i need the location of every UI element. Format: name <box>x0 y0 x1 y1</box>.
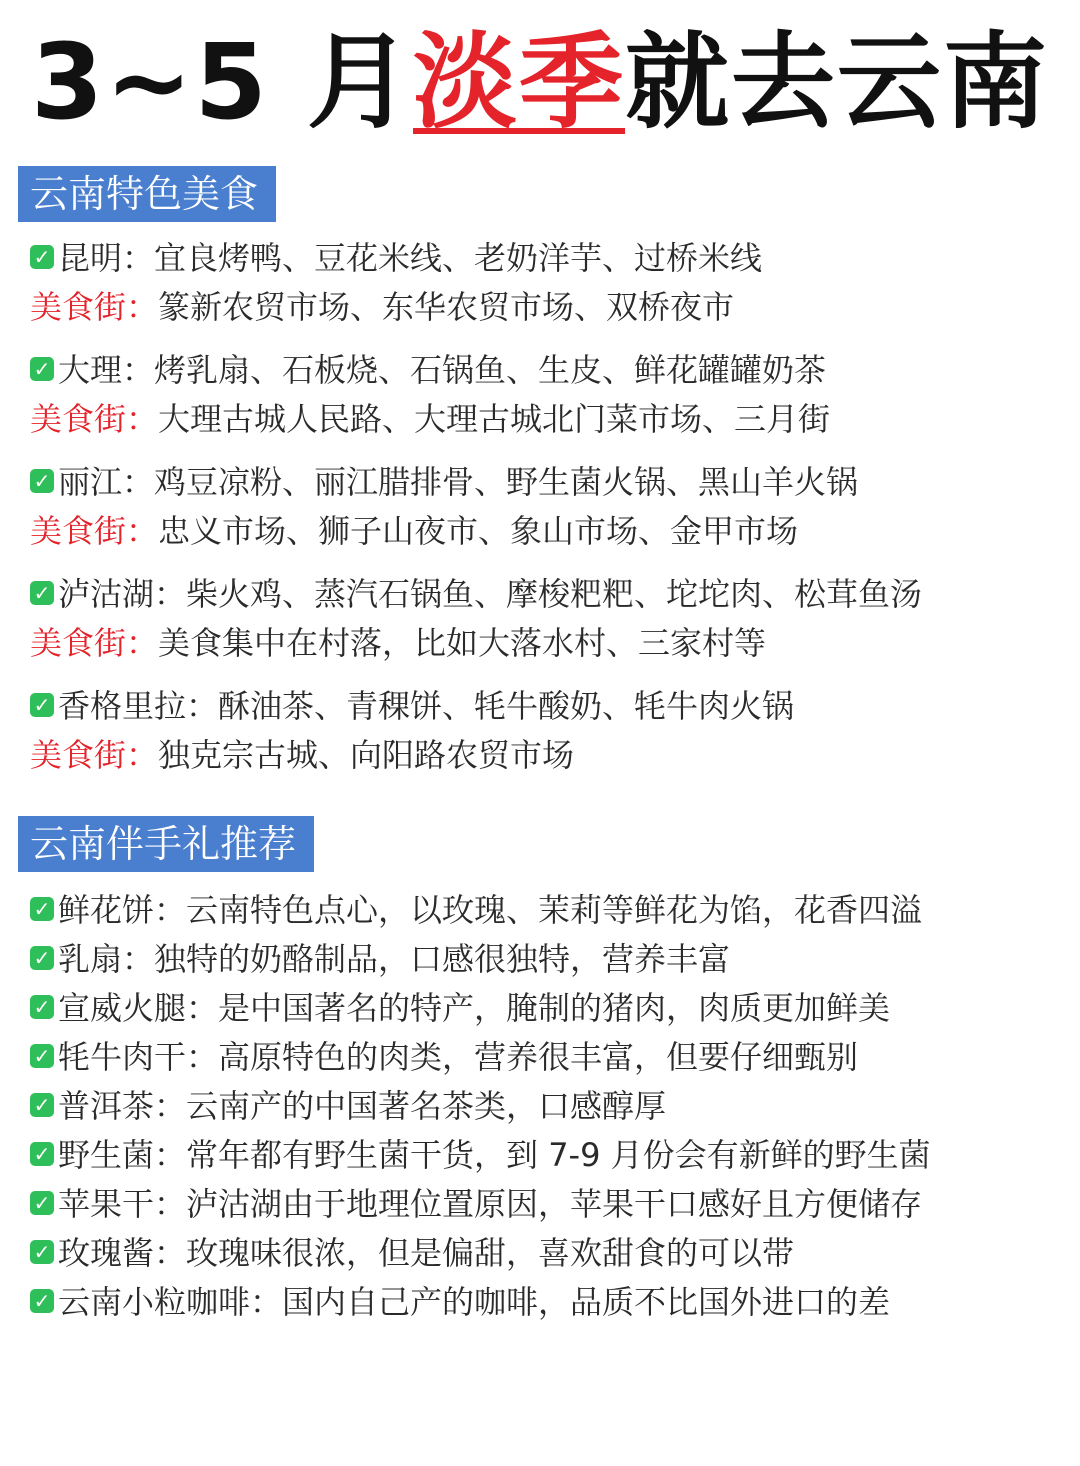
city-streets-row <box>30 399 830 439</box>
checkmark-icon: ✓ <box>30 995 54 1019</box>
gift-name: 玫瑰酱： <box>58 1234 187 1272</box>
checkmark-icon: ✓ <box>30 1240 54 1264</box>
title-highlight: 淡季 <box>413 21 626 143</box>
gift-name: 鲜花饼： <box>58 891 187 929</box>
checkmark-icon: ✓ <box>30 1191 54 1215</box>
gift-section-heading: 云南伴手礼推荐 <box>18 816 314 872</box>
gift-item <box>30 1184 922 1224</box>
checkmark-icon: ✓ <box>30 581 54 605</box>
gift-name: 乳扇： <box>58 940 155 978</box>
title-suffix: 就去云南 <box>625 21 1050 143</box>
gift-item <box>30 890 922 930</box>
city-streets-row <box>30 287 734 327</box>
street-label: 美食街： <box>30 624 159 662</box>
checkmark-icon: ✓ <box>30 245 54 269</box>
gift-desc: 云南特色点心，以玫瑰、茉莉等鲜花为馅，花香四溢 <box>186 891 923 929</box>
gift-item <box>30 988 890 1028</box>
checkmark-icon: ✓ <box>30 946 54 970</box>
gift-item <box>30 1135 931 1175</box>
city-dishes: 鸡豆凉粉、丽江腊排骨、野生菌火锅、黑山羊火锅 <box>154 463 859 501</box>
city-streets: 忠义市场、狮子山夜市、象山市场、金甲市场 <box>158 512 799 550</box>
gift-item <box>30 1037 858 1077</box>
checkmark-icon: ✓ <box>30 469 54 493</box>
checkmark-icon: ✓ <box>30 897 54 921</box>
gift-item <box>30 1086 666 1126</box>
street-label: 美食街： <box>30 400 159 438</box>
gift-name: 普洱茶： <box>58 1087 187 1125</box>
city-name: 香格里拉： <box>58 687 219 725</box>
gift-name: 牦牛肉干： <box>58 1038 219 1076</box>
street-label: 美食街： <box>30 512 159 550</box>
city-streets-row <box>30 735 574 775</box>
gift-desc: 独特的奶酪制品，口感很独特，营养丰富 <box>154 940 731 978</box>
city-streets: 大理古城人民路、大理古城北门菜市场、三月街 <box>158 400 831 438</box>
city-dishes-row <box>30 686 794 726</box>
street-label: 美食街： <box>30 736 159 774</box>
street-label: 美食街： <box>30 288 159 326</box>
gift-desc: 云南产的中国著名茶类，口感醇厚 <box>186 1087 667 1125</box>
city-name: 大理： <box>58 351 155 389</box>
checkmark-icon: ✓ <box>30 1044 54 1068</box>
city-streets-row <box>30 623 766 663</box>
gift-name: 苹果干： <box>58 1185 187 1223</box>
gift-item <box>30 1282 890 1322</box>
checkmark-icon: ✓ <box>30 357 54 381</box>
city-name: 昆明： <box>58 239 155 277</box>
gift-desc: 高原特色的肉类，营养很丰富，但要仔细甄别 <box>218 1038 859 1076</box>
page-title <box>0 22 1080 142</box>
city-dishes-row <box>30 462 858 502</box>
city-dishes: 柴火鸡、蒸汽石锅鱼、摩梭粑粑、坨坨肉、松茸鱼汤 <box>186 575 923 613</box>
city-streets: 篆新农贸市场、东华农贸市场、双桥夜市 <box>158 288 735 326</box>
city-dishes-row <box>30 574 922 614</box>
title-prefix: 3~5 月 <box>30 21 414 143</box>
city-name: 泸沽湖： <box>58 575 187 613</box>
gift-desc: 是中国著名的特产，腌制的猪肉，肉质更加鲜美 <box>218 989 891 1027</box>
checkmark-icon: ✓ <box>30 1289 54 1313</box>
gift-name: 宣威火腿： <box>58 989 219 1027</box>
gift-desc: 玫瑰味很浓，但是偏甜，喜欢甜食的可以带 <box>186 1234 795 1272</box>
gift-desc: 泸沽湖由于地理位置原因，苹果干口感好且方便储存 <box>186 1185 923 1223</box>
gift-desc: 常年都有野生菌干货，到 7-9 月份会有新鲜的野生菌 <box>186 1136 931 1174</box>
city-dishes-row <box>30 238 762 278</box>
gift-name: 云南小粒咖啡： <box>58 1283 283 1321</box>
city-dishes: 烤乳扇、石板烧、石锅鱼、生皮、鲜花罐罐奶茶 <box>154 351 827 389</box>
city-dishes: 酥油茶、青稞饼、牦牛酸奶、牦牛肉火锅 <box>218 687 795 725</box>
city-dishes: 宜良烤鸭、豆花米线、老奶洋芋、过桥米线 <box>154 239 763 277</box>
gift-item <box>30 1233 794 1273</box>
gift-name: 野生菌： <box>58 1136 187 1174</box>
city-dishes-row <box>30 350 826 390</box>
gift-item <box>30 939 730 979</box>
city-streets: 独克宗古城、向阳路农贸市场 <box>158 736 575 774</box>
checkmark-icon: ✓ <box>30 693 54 717</box>
checkmark-icon: ✓ <box>30 1093 54 1117</box>
city-name: 丽江： <box>58 463 155 501</box>
food-section-heading: 云南特色美食 <box>18 166 276 222</box>
checkmark-icon: ✓ <box>30 1142 54 1166</box>
gift-desc: 国内自己产的咖啡，品质不比国外进口的差 <box>282 1283 891 1321</box>
city-streets: 美食集中在村落，比如大落水村、三家村等 <box>158 624 767 662</box>
city-streets-row <box>30 511 798 551</box>
